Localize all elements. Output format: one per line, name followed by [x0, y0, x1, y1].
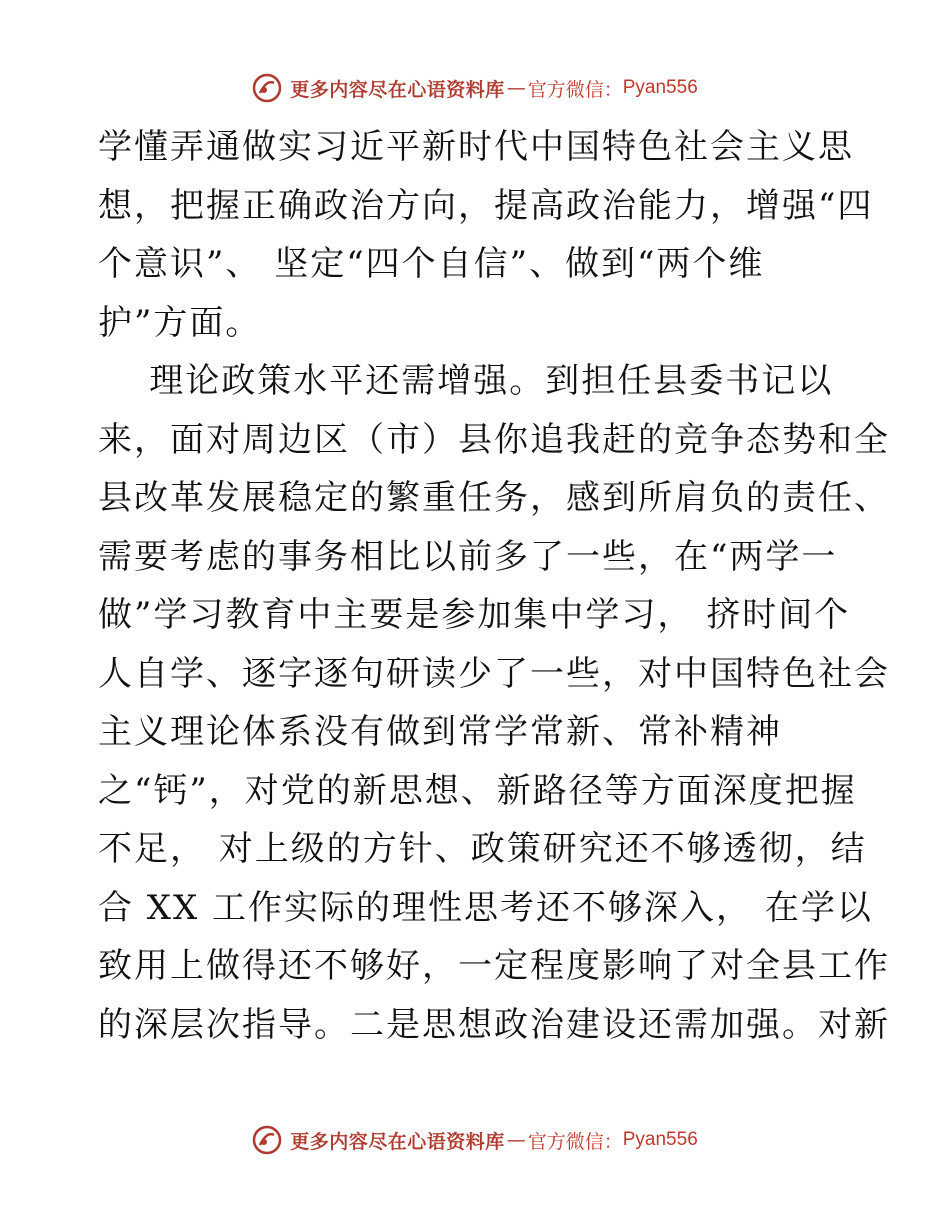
watermark-account: Pyan556: [622, 77, 698, 98]
brand-logo-icon: [252, 1125, 282, 1155]
watermark-dash: —: [506, 77, 526, 99]
text-line: 合 XX 工作实际的理性思考还不够深入， 在学以: [98, 887, 873, 928]
document-body: [98, 125, 890, 1061]
text-line: 不足， 对上级的方针、政策研究还不够透彻，结: [98, 829, 867, 869]
watermark-brand: 更多内容尽在心语资料库: [290, 78, 505, 101]
watermark-brand: 更多内容尽在心语资料库: [290, 1130, 505, 1153]
text-line: 学懂弄通做实习近平新时代中国特色社会主义思: [98, 127, 854, 167]
text-line: 主义理论体系没有做到常学常新、常补精神: [98, 712, 782, 752]
footer-watermark: [0, 1120, 950, 1160]
brand-logo-icon: [252, 73, 282, 103]
text-line: 来，面对周边区（市）县你追我赶的竞争态势和全: [98, 419, 890, 460]
watermark-account: Pyan556: [622, 1129, 698, 1150]
watermark-dash: —: [506, 1129, 526, 1151]
text-line: 致用上做得还不够好，一定程度影响了对全县工作: [98, 946, 890, 986]
header-watermark: [0, 68, 950, 108]
text-line: 做”学习教育中主要是参加集中学习， 挤时间个: [98, 595, 851, 635]
text-line: 理论政策水平还需增强。到担任县委书记以: [98, 361, 834, 401]
text-line: 人自学、逐字逐句研读少了一些，对中国特色社会: [98, 653, 890, 694]
text-line: 县改革发展稳定的繁重任务，感到所肩负的责任、: [98, 478, 890, 518]
text-line: 想，把握正确政治方向，提高政治能力，增强“四: [98, 185, 874, 226]
watermark-label: 官方微信：: [527, 78, 623, 101]
text-line: 的深层次指导。二是思想政治建设还需加强。对新: [98, 1004, 890, 1045]
text-line: 个意识”、 坚定“四个自信”、做到“两个维: [98, 244, 765, 284]
text-line: 护”方面。: [98, 302, 262, 343]
text-line: 之“钙”，对党的新思想、新路径等方面深度把握: [98, 770, 857, 811]
text-line: 需要考虑的事务相比以前多了一些，在“两学一: [98, 536, 838, 577]
watermark-label: 官方微信：: [527, 1130, 623, 1153]
